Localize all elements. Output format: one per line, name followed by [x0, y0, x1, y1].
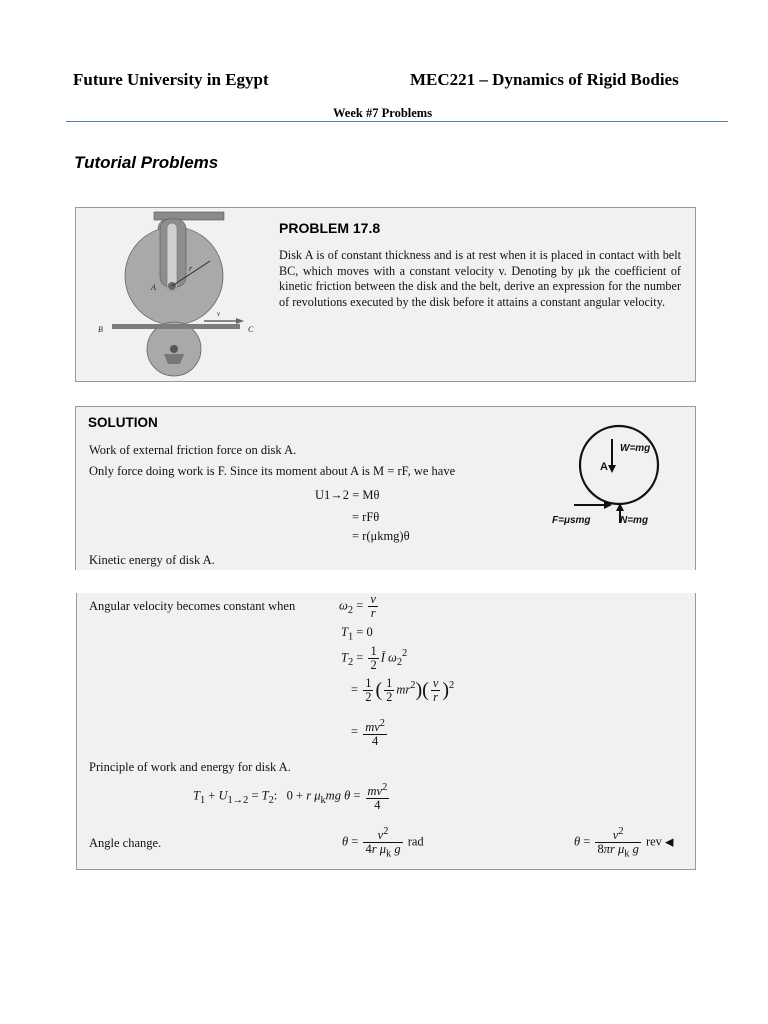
- label-b: B: [98, 325, 103, 334]
- problem-text: Disk A is of constant thickness and is at rest when it is placed in contact with belt BC, which moves with a constant velocity v. Denoting by μk the coefficient of kinetic friction between the disk and the belt, derive an expression for the number of revolutions executed by the disk before it attains a constant angular velocity.: [279, 248, 681, 309]
- work-eq-3: = r(μkmg)θ: [352, 529, 410, 543]
- t2-result-eq: = $\frac{mv^2}{4}$: [351, 718, 385, 749]
- free-body-sketch: [544, 419, 684, 539]
- rev-unit: rev: [645, 834, 662, 849]
- theta-rev-eq: θ = $\frac{v^2}{8\pi r \mu_k g}$ rev ◀: [574, 826, 674, 860]
- solution-line-6: Angle change.: [89, 836, 162, 850]
- problem-title: PROBLEM 17.8: [279, 220, 381, 236]
- theta-rad-eq: θ = $\frac{v^2}{4r \mu_k g}$ rad: [342, 826, 424, 860]
- sketch-w: W=mg: [620, 443, 651, 454]
- sketch-a: A: [600, 461, 608, 473]
- rad-unit: rad: [407, 834, 424, 849]
- label-c: C: [248, 325, 254, 334]
- label-v: v: [217, 310, 221, 318]
- answer-marker-icon: ◀: [665, 836, 674, 849]
- solution-box-bottom: [76, 593, 696, 870]
- course-title: MEC221 – Dynamics of Rigid Bodies: [410, 70, 679, 89]
- solution-box-top: [75, 406, 696, 570]
- omega-eq: $\omega_2$ = $\frac{v}{r}$: [339, 592, 376, 620]
- t1-eq: $T_1 = 0$: [341, 625, 373, 643]
- work-energy-eq: $T_1 + U_{1\to 2} = T_2$: 0 + r $\mu_kmg$ θ = $\frac{mv^2}{4}$: [193, 782, 388, 813]
- solution-title: SOLUTION: [88, 415, 158, 430]
- label-r: r: [189, 264, 193, 273]
- t2-eq: $T_2$ = $\frac{1}{2}$ Ī $\omega_2^2$: [341, 644, 408, 672]
- sketch-n: N=mg: [620, 515, 649, 526]
- university-name: Future University in Egypt: [73, 70, 269, 89]
- t2-expanded-eq: = $\frac{1}{2}$ ( $\frac{1}{2}$ $mr^2$)( $\frac{v}{r}$ )$^2$: [351, 676, 455, 704]
- week-label: Week #7 Problems: [333, 106, 433, 120]
- solution-line-5: Principle of work and energy for disk A.: [89, 760, 291, 774]
- solution-line-1: Work of external friction force on disk A.: [89, 443, 297, 457]
- solution-line-2: Only force doing work is F. Since its moment about A is M = rF, we have: [89, 464, 456, 478]
- header-divider: [66, 121, 728, 122]
- label-a: A: [151, 283, 156, 292]
- work-eq-1: U1→2 = Mθ: [315, 488, 380, 502]
- disk-belt-figure: [76, 208, 276, 378]
- solution-line-4: Angular velocity becomes constant when: [89, 599, 296, 613]
- problem-box: [75, 207, 696, 382]
- solution-line-3: Kinetic energy of disk A.: [89, 553, 215, 567]
- section-title: Tutorial Problems: [74, 153, 219, 172]
- work-eq-2: = rFθ: [352, 510, 380, 524]
- sketch-f: F=μsmg: [552, 515, 591, 526]
